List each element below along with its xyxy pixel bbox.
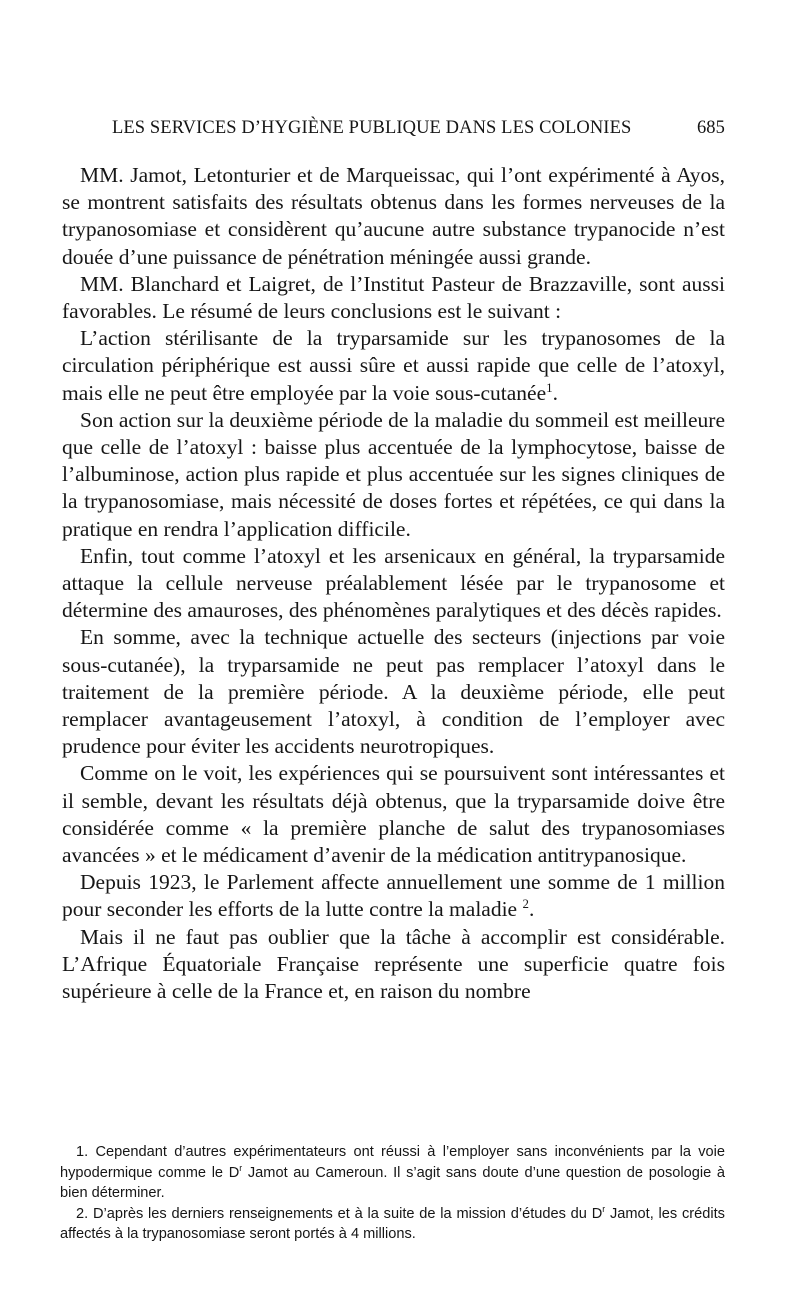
footnote-text-part: Jamot, les crédits affectés à la trypanosomiase seront portés à 4 millions. <box>60 1205 725 1243</box>
paragraph-4: Son action sur la deuxième période de la maladie du sommeil est meilleure que celle de l’atoxyl : baisse plus accentuée de la lymphocytose, baisse de l’albuminose, action plus rapide et plus accentuée sur les signes cliniques de la trypanosomiase, mais nécessité de doses fortes et répétées, ce qui dans la pratique en rendra l’application difficile. <box>62 407 725 541</box>
footnote-text-part: Cependant d’autres expérimentateurs ont réussi à l’employer sans inconvénients par la voie hypodermique comme le D <box>60 1144 726 1181</box>
paragraph-8-text: Depuis 1923, le Parlement affecte annuellement une somme de 1 million pour seconder les efforts de la lutte contre la maladie <box>62 870 725 922</box>
footnote-number: 1. <box>76 1144 89 1160</box>
paragraph-6: En somme, avec la technique actuelle des secteurs (injections par voie sous-cutanée), la tryparsamide ne peut pas remplacer l’atoxyl dans le traitement de la première période. A la deuxième période, elle peut remplacer avantageusement l’atoxyl, à condition de l’employer avec prudence pour éviter les accidents neurotropiques. <box>62 625 725 759</box>
footnote-ref-2: 2 <box>522 897 529 912</box>
body-text <box>62 162 725 1005</box>
footnote-text <box>60 1203 725 1243</box>
running-head <box>112 118 725 148</box>
paragraph-8 <box>62 869 725 923</box>
footnotes <box>60 1142 725 1245</box>
footnote-2 <box>60 1204 725 1245</box>
paragraph-2: MM. Blanchard et Laigret, de l’Institut Pasteur de Brazzaville, sont aussi favorables. Le résumé de leurs conclusions est le suivant : <box>62 271 725 324</box>
footnote-ref-1: 1 <box>546 380 553 395</box>
page-number: 685 <box>696 118 725 138</box>
paragraph-5: Enfin, tout comme l’atoxyl et les arsenicaux en général, la tryparsamide attaque la cellule nerveuse préalablement lésée par le trypanosome et détermine des amauroses, des phénomènes paralytiques et des décès rapides. <box>62 543 725 623</box>
footnote-number: 2. <box>76 1205 89 1222</box>
footnote-text-part: D’après les derniers renseignements et à la suite de la mission d’études du D <box>92 1205 603 1222</box>
paragraph-8-end: . <box>528 897 535 922</box>
paragraph-3-end: . <box>552 380 558 405</box>
paragraph-7: Comme on le voit, les expériences qui se poursuivent sont intéressantes et il semble, devant les résultats déjà obtenus, que la tryparsamide doive être considérée comme « la première planche de salut des trypanosomiases avancées » et le médicament d’avenir de la médication antitrypanosique. <box>62 761 725 868</box>
footnote-1 <box>60 1142 725 1204</box>
footnote-sup: r <box>239 1162 243 1173</box>
running-title: LES SERVICES D’HYGIÈNE PUBLIQUE DANS LES COLONIES <box>112 118 632 138</box>
paragraph-3 <box>62 325 725 407</box>
paragraph-3-text: L’action stérilisante de la tryparsamide sur les trypanosomes de la circulation périphérique est aussi sûre et aussi rapide que celle de l’atoxyl, mais elle ne peut être employée par la voie sous-cutanée <box>62 326 725 405</box>
footnote-sup: r <box>602 1203 606 1214</box>
footnote-text <box>60 1144 725 1201</box>
footnote-text-part: Jamot au Cameroun. Il s’agit sans doute d’une question de posologie à bien déterminer. <box>60 1164 725 1202</box>
book-page <box>62 118 725 1005</box>
paragraph-9: Mais il ne faut pas oublier que la tâche à accomplir est considérable. L’Afrique Équatoriale Française représente une superficie quatre fois supérieure à celle de la France et, en raison du nombre <box>62 924 725 1004</box>
paragraph-1: MM. Jamot, Letonturier et de Marqueissac, qui l’ont expérimenté à Ayos, se montrent satisfaits des résultats obtenus dans les formes nerveuses de la trypanosomiase et considèrent qu’aucune autre substance trypanocide n’est douée d’une puissance de pénétration méningée aussi grande. <box>62 163 725 269</box>
